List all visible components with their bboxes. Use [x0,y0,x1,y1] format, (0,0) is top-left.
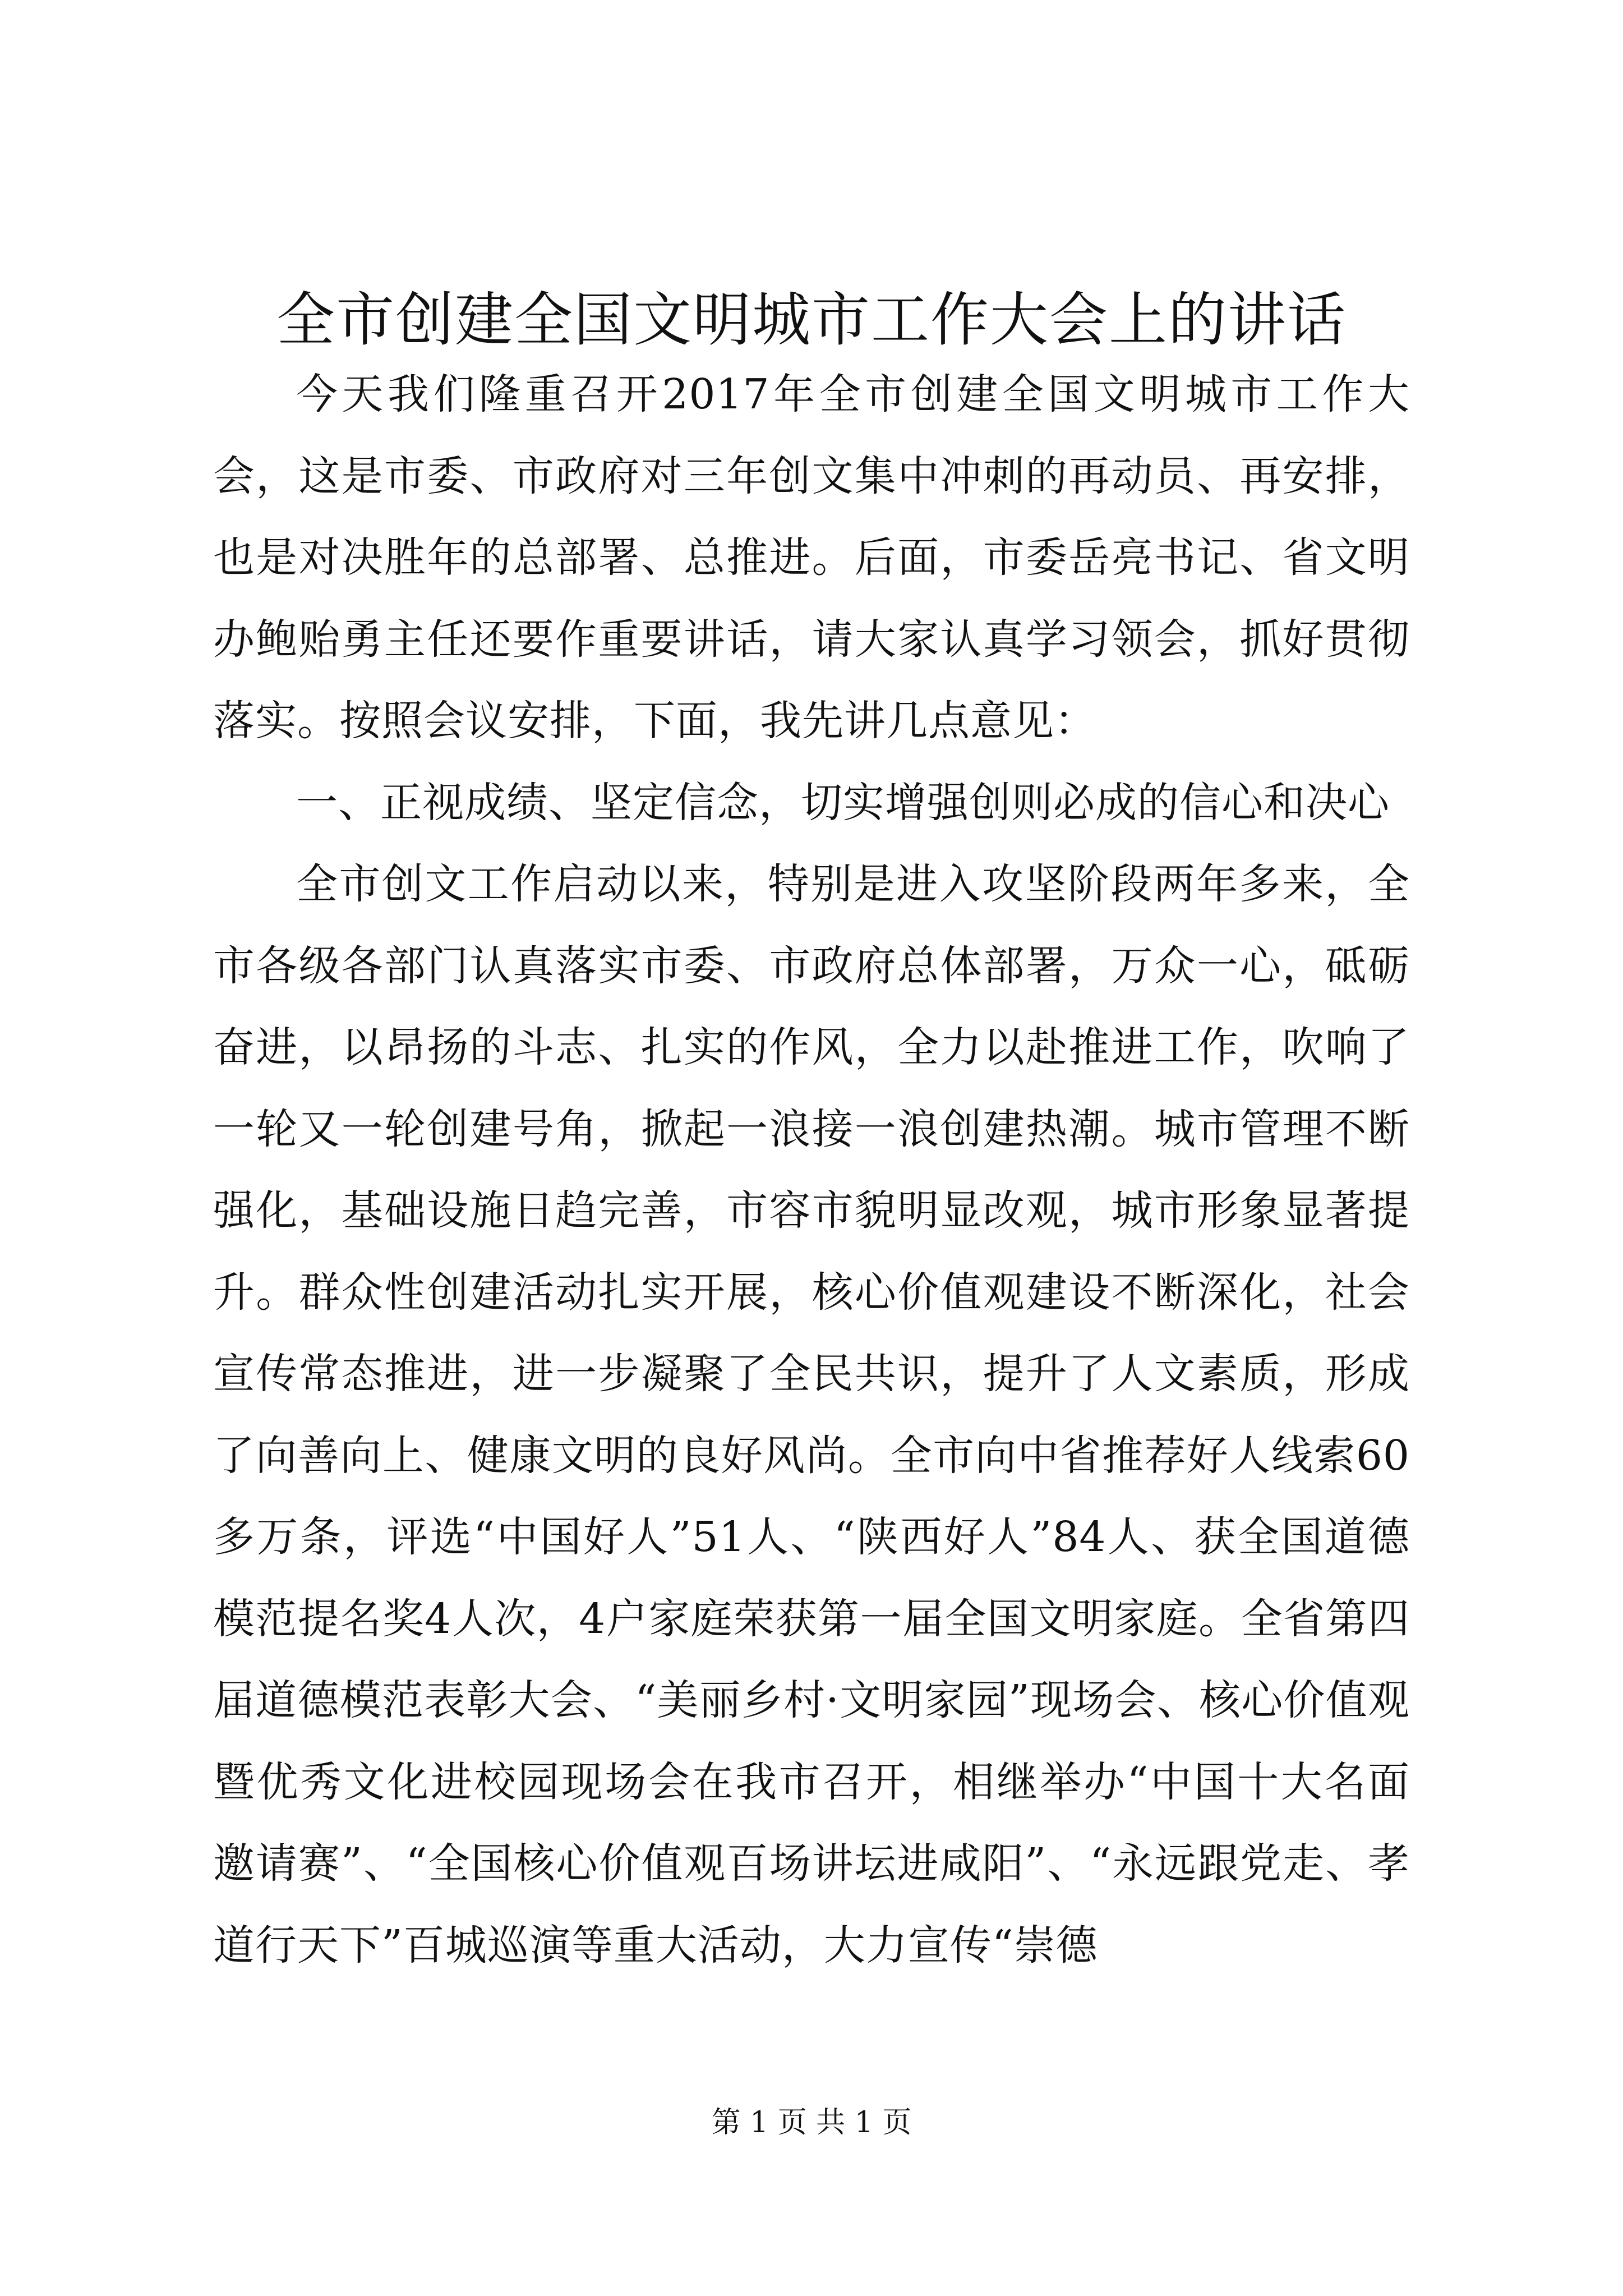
document-body [213,354,1410,1986]
section-heading-1: 一、正视成绩、坚定信念，切实增强创则必成的信心和决心 [296,778,1390,827]
paragraph-intro: 今天我们隆重召开2017年全市创建全国文明城市工作大会，这是市委、市政府对三年创文集中冲刺的再动员、再安排，也是对决胜年的总部署、总推进。后面，市委岳亮书记、省文明办鲍贻勇主任还要作重要讲话，请大家认真学习领会，抓好贯彻落实。按照会议安排，下面，我先讲几点意见： [213,370,1410,745]
document-title: 全市创建全国文明城市工作大会上的讲话 [276,286,1347,354]
paragraph-achievements: 全市创文工作启动以来，特别是进入攻坚阶段两年多来，全市各级各部门认真落实市委、市政府总体部署，万众一心，砥砺奋进，以昂扬的斗志、扎实的作风，全力以赴推进工作，吹响了一轮又一轮创建号角，掀起一浪接一浪创建热潮。城市管理不断强化，基础设施日趋完善，市容市貌明显改观，城市形象显著提升。群众性创建活动扎实开展，核心价值观建设不断深化，社会宣传常态推进，进一步凝聚了全民共识，提升了人文素质，形成了向善向上、健康文明的良好风尚。全市向中省推荐好人线索60多万条，评选“中国好人”51人、“陕西好人”84人、获全国道德模范提名奖4人次，4户家庭荣获第一届全国文明家庭。全省第四届道德模范表彰大会、“美丽乡村·文明家园”现场会、核心价值观暨优秀文化进校园现场会在我市召开，相继举办“中国十大名面邀请赛”、“全国核心价值观百场讲坛进咸阳”、“永远跟党走、孝道行天下”百城巡演等重大活动，大力宣传“崇德 [213,860,1410,1970]
page-number-footer: 第 1 页 共 1 页 [711,2106,912,2139]
